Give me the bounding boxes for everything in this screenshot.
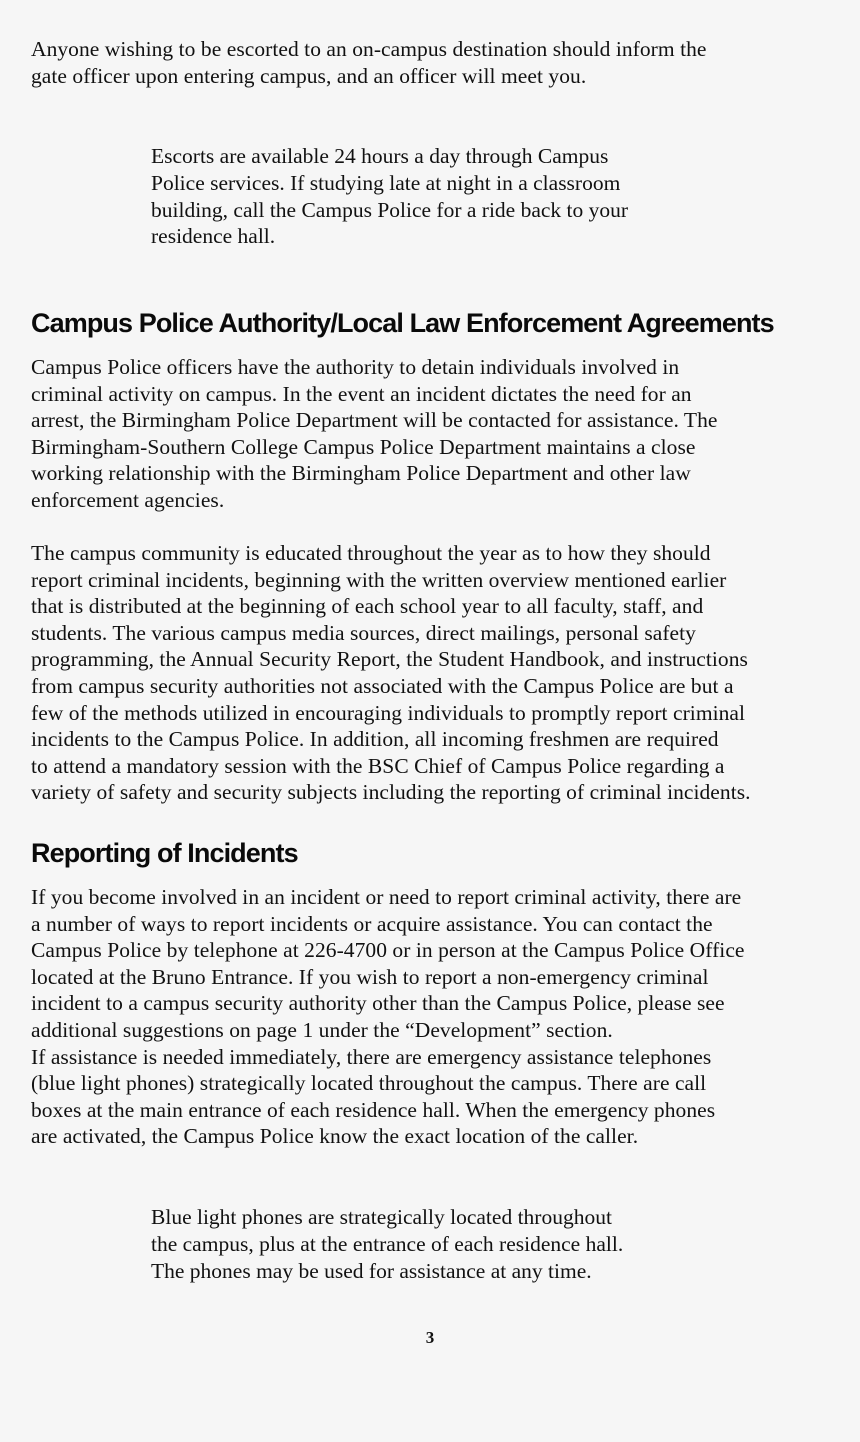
escort-callout: Escorts are available 24 hours a day through Campus Police services. If studying late at night in a classroom building, call the Campus Police for a ride back to your residence hall. bbox=[151, 144, 629, 249]
section-heading-reporting: Reporting of Incidents bbox=[31, 838, 298, 868]
blue-light-callout: Blue light phones are strategically located throughout the campus, plus at the entrance of each residence hall. The phones may be used for assistance at any time. bbox=[151, 1205, 624, 1283]
section-heading-authority: Campus Police Authority/Local Law Enforcement Agreements bbox=[31, 308, 774, 338]
intro-paragraph: Anyone wishing to be escorted to an on-campus destination should inform the gate officer upon entering campus, and an officer will meet you. bbox=[31, 37, 707, 88]
page-number: 3 bbox=[425, 1328, 435, 1347]
authority-paragraph: Campus Police officers have the authority to detain individuals involved in criminal activity on campus. In the event an incident dictates the need for an arrest, the Birmingham Police Department will be contacted for assistance. The Birmingham-Southern College Campus Police Department maintains a close working relationship with the Birmingham Police Department and other law enforcement agencies. bbox=[31, 355, 718, 512]
reporting-paragraph: If you become involved in an incident or need to report criminal activity, there are a number of ways to report incidents or acquire assistance. You can contact the Campus Police by telephone at 226-4700 or in person at the Campus Police Office located at the Bruno Entrance. If you wish to report a non-emergency criminal incident to a campus security authority other than the Campus Police, please see additional suggestions on page 1 under the “Development” section. If assistance is needed immediately, there are emergency assistance telephones (blue light phones) strategically located throughout the campus. There are call boxes at the main entrance of each residence hall. When the emergency phones are activated, the Campus Police know the exact location of the caller. bbox=[31, 885, 745, 1149]
education-paragraph: The campus community is educated throughout the year as to how they should report criminal incidents, beginning with the written overview mentioned earlier that is distributed at the beginning of each school year to all faculty, staff, and students. The various campus media sources, direct mailings, personal safety programming, the Annual Security Report, the Student Handbook, and instructions from campus security authorities not associated with the Campus Police are but a few of the methods utilized in encouraging individuals to promptly report criminal incidents to the Campus Police. In addition, all incoming freshmen are required to attend a mandatory session with the BSC Chief of Campus Police regarding a variety of safety and security subjects including the reporting of criminal incidents. bbox=[31, 541, 751, 805]
